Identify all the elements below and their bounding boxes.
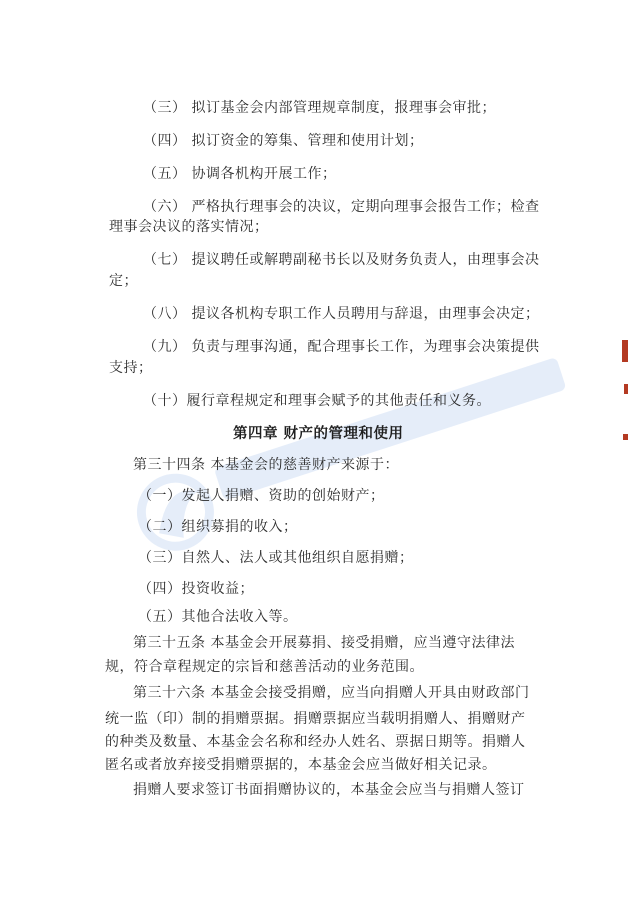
seal-edge-mark [622, 340, 628, 362]
text-line: 支持； [109, 360, 153, 376]
seal-edge-mark [624, 384, 628, 394]
watermark-logo [75, 225, 575, 555]
article-line: 第三十四条 本基金会的慈善财产来源于： [133, 457, 399, 473]
text-line: （四） 拟订资金的筹集、管理和使用计划； [143, 133, 424, 149]
seal-edge-mark [623, 434, 628, 440]
text-line: （七） 提议聘任或解聘副秘书长以及财务负责人，由理事会决 [143, 252, 540, 268]
chapter-heading: 第四章 财产的管理和使用 [233, 426, 404, 442]
text-line: （五） 协调各机构开展工作； [143, 166, 337, 182]
text-line: （五）其他合法收入等。 [138, 609, 298, 625]
article-line: 第三十六条 本基金会接受捐赠，应当向捐赠人开具由财政部门 [133, 685, 530, 701]
article-line: 第三十五条 本基金会开展募捐、接受捐赠，应当遵守法律法 [133, 635, 515, 651]
text-line: 定； [109, 273, 138, 289]
text-line: 规，符合章程规定的宗旨和慈善活动的业务范围。 [105, 659, 424, 675]
text-line: （六） 严格执行理事会的决议，定期向理事会报告工作；检查 [143, 199, 540, 215]
text-line: （十）履行章程规定和理事会赋予的其他责任和义务。 [143, 393, 491, 409]
text-line: 的种类及数量、本基金会名称和经办人姓名、票据日期等。捐赠人 [105, 734, 526, 750]
text-line: 统一监（印）制的捐赠票据。捐赠票据应当载明捐赠人、捐赠财产 [105, 711, 526, 727]
text-line: （二）组织募捐的收入； [138, 519, 298, 535]
text-line: 匿名或者放弃接受捐赠票据的，本基金会应当做好相关记录。 [105, 757, 497, 773]
text-line: （一）发起人捐赠、资助的创始财产； [138, 488, 385, 504]
text-line: （四）投资收益； [138, 581, 254, 597]
text-line: 理事会决议的落实情况； [109, 219, 269, 235]
text-line: （八） 提议各机构专职工作人员聘用与辞退，由理事会决定； [143, 306, 540, 322]
text-line: 捐赠人要求签订书面捐赠协议的，本基金会应当与捐赠人签订 [133, 782, 525, 798]
text-line: （九） 负责与理事沟通，配合理事长工作，为理事会决策提供 [143, 339, 540, 355]
text-line: （三） 拟订基金会内部管理规章制度，报理事会审批； [143, 100, 496, 116]
text-line: （三）自然人、法人或其他组织自愿捐赠； [138, 550, 414, 566]
